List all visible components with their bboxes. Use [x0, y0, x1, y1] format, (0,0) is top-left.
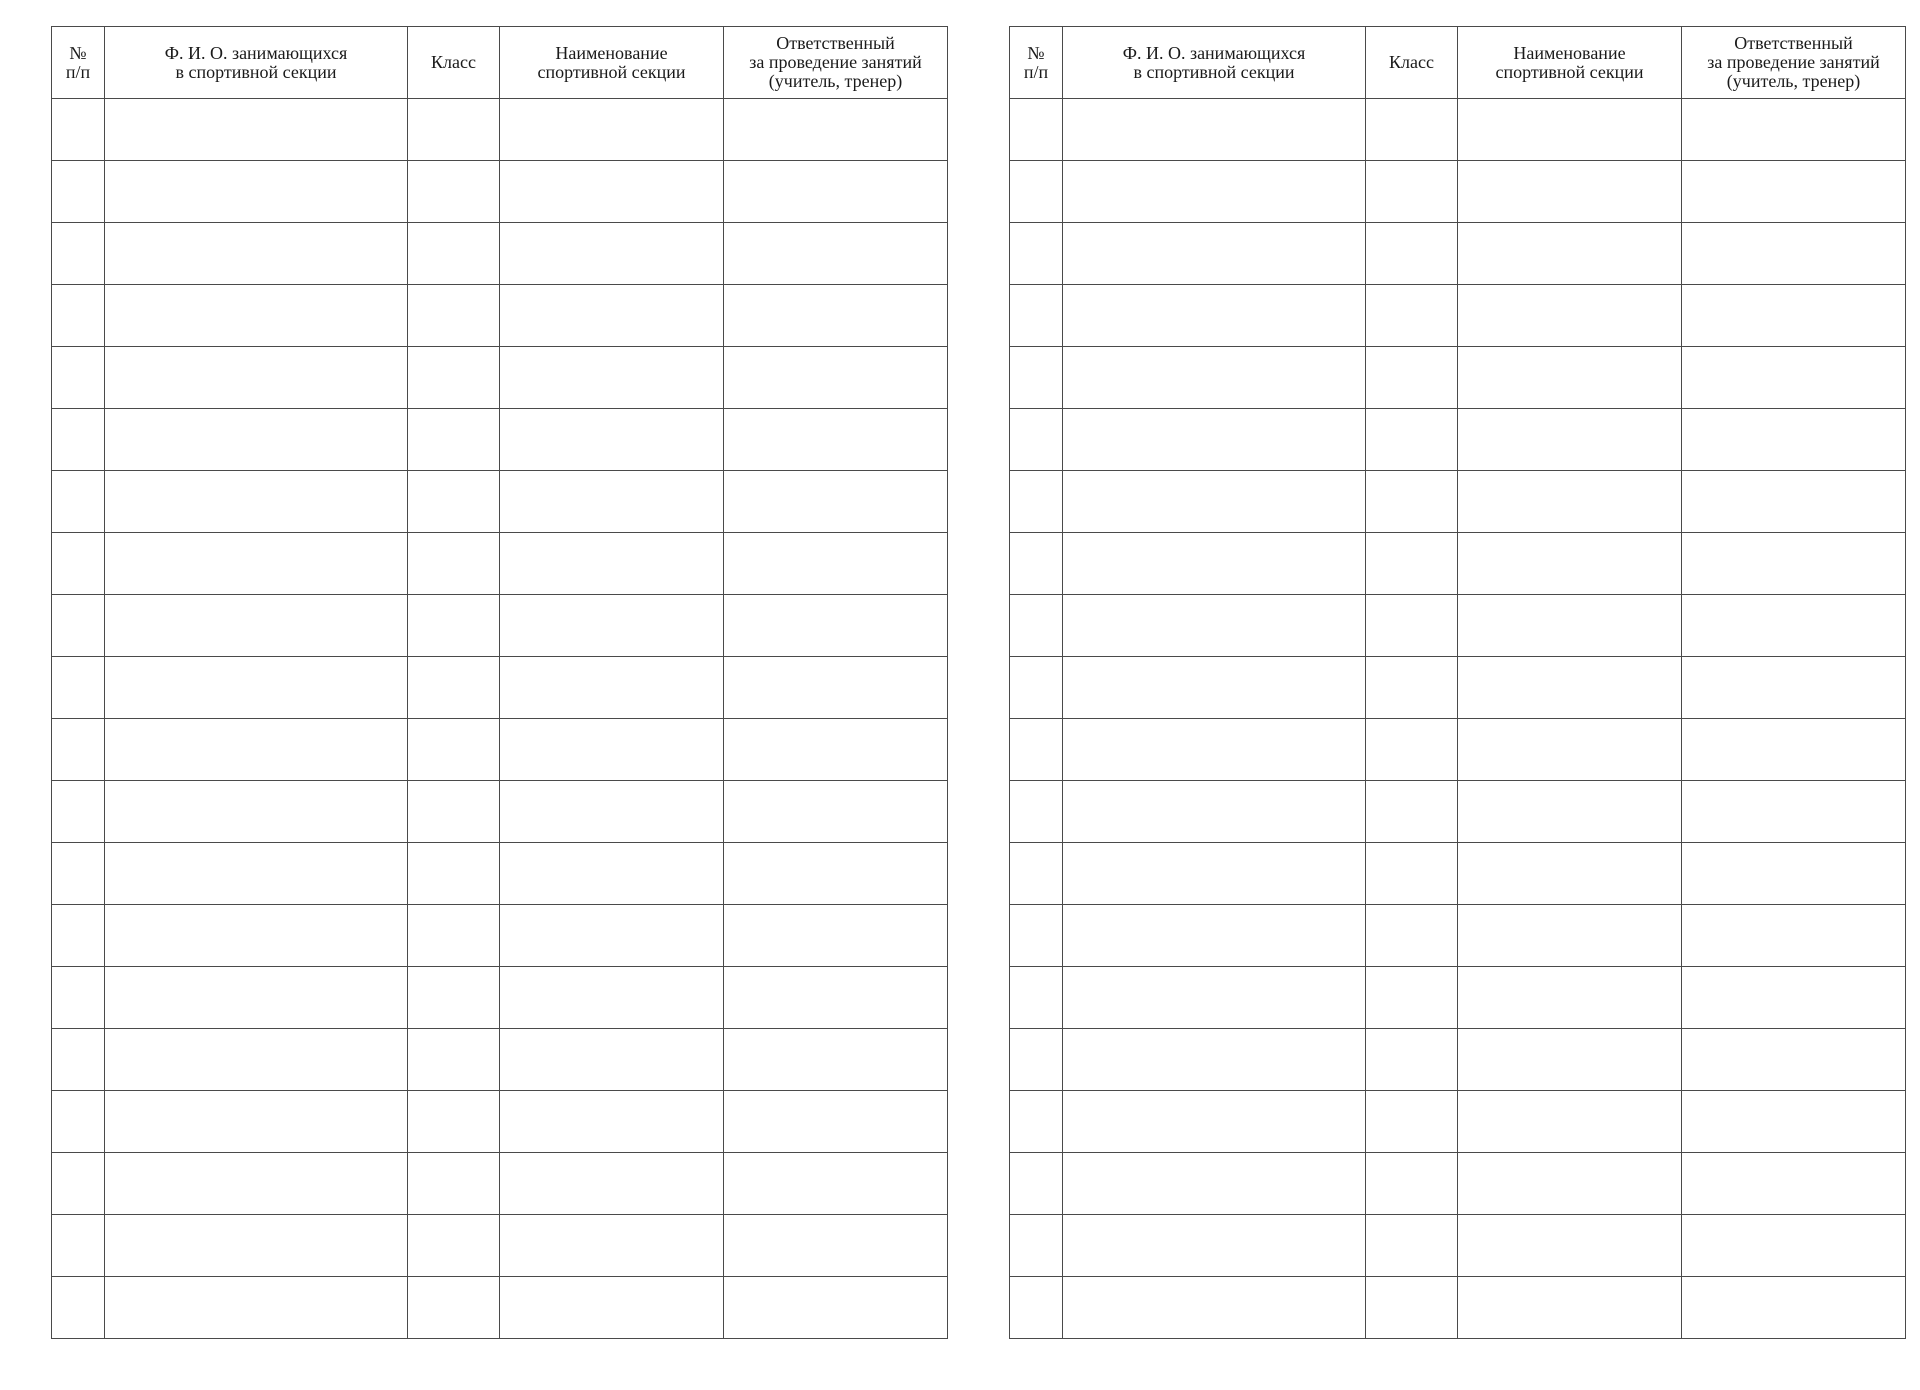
responsible-cell[interactable]: [724, 161, 948, 223]
class-cell[interactable]: [1366, 223, 1458, 285]
full-name-cell[interactable]: [1063, 161, 1366, 223]
number-cell[interactable]: [1010, 719, 1063, 781]
header-class: Класс: [408, 27, 500, 99]
section-name-cell[interactable]: [1458, 1091, 1682, 1153]
class-cell[interactable]: [1366, 409, 1458, 471]
table-row: [52, 471, 948, 533]
section-name-cell[interactable]: [1458, 471, 1682, 533]
full-name-cell[interactable]: [1063, 595, 1366, 657]
class-cell[interactable]: [1366, 99, 1458, 161]
number-cell[interactable]: [1010, 905, 1063, 967]
section-name-cell[interactable]: [500, 1153, 724, 1215]
responsible-cell[interactable]: [1682, 1091, 1906, 1153]
number-cell[interactable]: [52, 1215, 105, 1277]
section-name-cell[interactable]: [1458, 843, 1682, 905]
number-cell[interactable]: [1010, 409, 1063, 471]
responsible-cell[interactable]: [1682, 533, 1906, 595]
class-cell[interactable]: [408, 347, 500, 409]
number-cell[interactable]: [52, 285, 105, 347]
responsible-cell[interactable]: [1682, 409, 1906, 471]
header-section-name: Наименование спортивной секции: [1458, 27, 1682, 99]
number-cell[interactable]: [1010, 1215, 1063, 1277]
class-cell[interactable]: [1366, 781, 1458, 843]
class-cell[interactable]: [408, 905, 500, 967]
table-row: [52, 1277, 948, 1339]
section-name-cell[interactable]: [500, 905, 724, 967]
responsible-cell[interactable]: [1682, 1029, 1906, 1091]
full-name-cell[interactable]: [105, 347, 408, 409]
table-row: [1010, 533, 1906, 595]
section-name-cell[interactable]: [500, 719, 724, 781]
responsible-cell[interactable]: [724, 223, 948, 285]
number-cell[interactable]: [1010, 533, 1063, 595]
class-cell[interactable]: [1366, 967, 1458, 1029]
number-cell[interactable]: [52, 1153, 105, 1215]
full-name-cell[interactable]: [105, 595, 408, 657]
responsible-cell[interactable]: [1682, 471, 1906, 533]
responsible-cell[interactable]: [1682, 657, 1906, 719]
full-name-cell[interactable]: [105, 781, 408, 843]
full-name-cell[interactable]: [105, 1029, 408, 1091]
class-cell[interactable]: [408, 843, 500, 905]
table-row: [52, 905, 948, 967]
section-name-cell[interactable]: [500, 657, 724, 719]
responsible-cell[interactable]: [1682, 843, 1906, 905]
number-cell[interactable]: [1010, 843, 1063, 905]
class-cell[interactable]: [1366, 285, 1458, 347]
class-cell[interactable]: [1366, 843, 1458, 905]
full-name-cell[interactable]: [1063, 967, 1366, 1029]
section-name-cell[interactable]: [1458, 1153, 1682, 1215]
number-cell[interactable]: [52, 595, 105, 657]
class-cell[interactable]: [408, 1029, 500, 1091]
section-name-cell[interactable]: [1458, 905, 1682, 967]
responsible-cell[interactable]: [724, 1215, 948, 1277]
responsible-cell[interactable]: [724, 719, 948, 781]
number-cell[interactable]: [1010, 223, 1063, 285]
class-cell[interactable]: [408, 781, 500, 843]
full-name-cell[interactable]: [1063, 905, 1366, 967]
header-responsible: Ответственный за проведение занятий (учитель, тренер): [724, 27, 948, 99]
responsible-cell[interactable]: [724, 1029, 948, 1091]
full-name-cell[interactable]: [105, 223, 408, 285]
responsible-cell[interactable]: [724, 1277, 948, 1339]
table-row: [1010, 905, 1906, 967]
table-row: [1010, 1153, 1906, 1215]
class-cell[interactable]: [408, 223, 500, 285]
header-responsible: Ответственный за проведение занятий (учитель, тренер): [1682, 27, 1906, 99]
section-name-cell[interactable]: [500, 223, 724, 285]
section-name-cell[interactable]: [1458, 347, 1682, 409]
number-cell[interactable]: [52, 781, 105, 843]
class-cell[interactable]: [408, 657, 500, 719]
section-name-cell[interactable]: [1458, 657, 1682, 719]
section-name-cell[interactable]: [500, 161, 724, 223]
table-row: [52, 161, 948, 223]
class-cell[interactable]: [1366, 1153, 1458, 1215]
section-name-cell[interactable]: [1458, 1277, 1682, 1339]
number-cell[interactable]: [1010, 967, 1063, 1029]
number-cell[interactable]: [52, 719, 105, 781]
responsible-cell[interactable]: [1682, 347, 1906, 409]
table-row: [1010, 657, 1906, 719]
full-name-cell[interactable]: [105, 1215, 408, 1277]
full-name-cell[interactable]: [105, 1277, 408, 1339]
number-cell[interactable]: [52, 1091, 105, 1153]
table-row: [1010, 99, 1906, 161]
responsible-cell[interactable]: [1682, 99, 1906, 161]
table-row: [1010, 1277, 1906, 1339]
table-row: [52, 409, 948, 471]
class-cell[interactable]: [408, 967, 500, 1029]
full-name-cell[interactable]: [105, 99, 408, 161]
number-cell[interactable]: [52, 99, 105, 161]
section-name-cell[interactable]: [500, 781, 724, 843]
full-name-cell[interactable]: [1063, 533, 1366, 595]
table-row: [1010, 1029, 1906, 1091]
number-cell[interactable]: [1010, 1091, 1063, 1153]
responsible-cell[interactable]: [724, 533, 948, 595]
section-name-cell[interactable]: [1458, 967, 1682, 1029]
header-row: [52, 27, 948, 99]
section-name-cell[interactable]: [1458, 719, 1682, 781]
class-cell[interactable]: [408, 1153, 500, 1215]
class-cell[interactable]: [1366, 905, 1458, 967]
section-name-cell[interactable]: [500, 843, 724, 905]
responsible-cell[interactable]: [1682, 595, 1906, 657]
class-cell[interactable]: [1366, 471, 1458, 533]
responsible-cell[interactable]: [724, 1091, 948, 1153]
table-row: [1010, 161, 1906, 223]
full-name-cell[interactable]: [105, 1091, 408, 1153]
table-row: [52, 1153, 948, 1215]
section-name-cell[interactable]: [500, 471, 724, 533]
table-row: [52, 967, 948, 1029]
number-cell[interactable]: [52, 347, 105, 409]
class-cell[interactable]: [408, 1215, 500, 1277]
class-cell[interactable]: [408, 533, 500, 595]
table-row: [1010, 719, 1906, 781]
number-cell[interactable]: [52, 1277, 105, 1339]
full-name-cell[interactable]: [105, 471, 408, 533]
class-cell[interactable]: [408, 409, 500, 471]
class-cell[interactable]: [1366, 595, 1458, 657]
table-row: [1010, 471, 1906, 533]
sports-section-table-right: [1009, 26, 1906, 1339]
section-name-cell[interactable]: [1458, 223, 1682, 285]
responsible-cell[interactable]: [724, 409, 948, 471]
responsible-cell[interactable]: [724, 967, 948, 1029]
responsible-cell[interactable]: [1682, 1153, 1906, 1215]
class-cell[interactable]: [1366, 1029, 1458, 1091]
responsible-cell[interactable]: [724, 781, 948, 843]
responsible-cell[interactable]: [1682, 781, 1906, 843]
responsible-cell[interactable]: [724, 347, 948, 409]
number-cell[interactable]: [52, 967, 105, 1029]
table-row: [1010, 1215, 1906, 1277]
table-row: [1010, 223, 1906, 285]
responsible-cell[interactable]: [1682, 967, 1906, 1029]
number-cell[interactable]: [52, 533, 105, 595]
number-cell[interactable]: [52, 905, 105, 967]
table-row: [52, 347, 948, 409]
class-cell[interactable]: [1366, 719, 1458, 781]
section-name-cell[interactable]: [500, 595, 724, 657]
responsible-cell[interactable]: [1682, 719, 1906, 781]
number-cell[interactable]: [52, 657, 105, 719]
class-cell[interactable]: [408, 161, 500, 223]
full-name-cell[interactable]: [105, 533, 408, 595]
responsible-cell[interactable]: [724, 595, 948, 657]
number-cell[interactable]: [52, 843, 105, 905]
section-name-cell[interactable]: [500, 285, 724, 347]
section-name-cell[interactable]: [500, 1091, 724, 1153]
number-cell[interactable]: [52, 1029, 105, 1091]
class-cell[interactable]: [1366, 347, 1458, 409]
section-name-cell[interactable]: [500, 99, 724, 161]
section-name-cell[interactable]: [1458, 99, 1682, 161]
number-cell[interactable]: [1010, 1153, 1063, 1215]
full-name-cell[interactable]: [1063, 471, 1366, 533]
table-row: [52, 781, 948, 843]
section-name-cell[interactable]: [1458, 161, 1682, 223]
section-name-cell[interactable]: [1458, 595, 1682, 657]
number-cell[interactable]: [52, 223, 105, 285]
table-row: [52, 1029, 948, 1091]
full-name-cell[interactable]: [1063, 347, 1366, 409]
table-row: [1010, 967, 1906, 1029]
table-row: [1010, 285, 1906, 347]
section-name-cell[interactable]: [500, 1215, 724, 1277]
full-name-cell[interactable]: [1063, 223, 1366, 285]
responsible-cell[interactable]: [724, 1153, 948, 1215]
responsible-cell[interactable]: [1682, 223, 1906, 285]
class-cell[interactable]: [408, 99, 500, 161]
section-name-cell[interactable]: [500, 409, 724, 471]
section-name-cell[interactable]: [500, 347, 724, 409]
section-name-cell[interactable]: [1458, 781, 1682, 843]
table-row: [52, 533, 948, 595]
class-cell[interactable]: [408, 471, 500, 533]
section-name-cell[interactable]: [1458, 285, 1682, 347]
number-cell[interactable]: [52, 471, 105, 533]
table-row: [1010, 409, 1906, 471]
table-row: [52, 1091, 948, 1153]
header-full-name: Ф. И. О. занимающихся в спортивной секции: [105, 27, 408, 99]
number-cell[interactable]: [1010, 285, 1063, 347]
full-name-cell[interactable]: [105, 843, 408, 905]
class-cell[interactable]: [408, 1091, 500, 1153]
section-name-cell[interactable]: [500, 1277, 724, 1339]
class-cell[interactable]: [1366, 657, 1458, 719]
responsible-cell[interactable]: [1682, 1277, 1906, 1339]
table-row: [52, 1215, 948, 1277]
class-cell[interactable]: [1366, 161, 1458, 223]
responsible-cell[interactable]: [724, 905, 948, 967]
responsible-cell[interactable]: [724, 843, 948, 905]
number-cell[interactable]: [1010, 1277, 1063, 1339]
responsible-cell[interactable]: [724, 285, 948, 347]
responsible-cell[interactable]: [1682, 905, 1906, 967]
table-row: [1010, 595, 1906, 657]
section-name-cell[interactable]: [500, 1029, 724, 1091]
header-section-name: Наименование спортивной секции: [500, 27, 724, 99]
header-row: [1010, 27, 1906, 99]
number-cell[interactable]: [1010, 595, 1063, 657]
full-name-cell[interactable]: [1063, 409, 1366, 471]
class-cell[interactable]: [408, 719, 500, 781]
full-name-cell[interactable]: [1063, 657, 1366, 719]
responsible-cell[interactable]: [724, 657, 948, 719]
full-name-cell[interactable]: [1063, 781, 1366, 843]
table-row: [1010, 1091, 1906, 1153]
table-row: [52, 657, 948, 719]
section-name-cell[interactable]: [1458, 533, 1682, 595]
full-name-cell[interactable]: [1063, 719, 1366, 781]
full-name-cell[interactable]: [105, 967, 408, 1029]
header-class: Класс: [1366, 27, 1458, 99]
responsible-cell[interactable]: [1682, 161, 1906, 223]
class-cell[interactable]: [408, 285, 500, 347]
class-cell[interactable]: [1366, 1215, 1458, 1277]
responsible-cell[interactable]: [724, 471, 948, 533]
number-cell[interactable]: [52, 409, 105, 471]
section-name-cell[interactable]: [1458, 1029, 1682, 1091]
full-name-cell[interactable]: [105, 719, 408, 781]
table-row: [1010, 347, 1906, 409]
table-row: [1010, 781, 1906, 843]
full-name-cell[interactable]: [1063, 1153, 1366, 1215]
full-name-cell[interactable]: [105, 1153, 408, 1215]
full-name-cell[interactable]: [1063, 1091, 1366, 1153]
sports-section-table-left: [51, 26, 948, 1339]
table-row: [1010, 843, 1906, 905]
number-cell[interactable]: [1010, 1029, 1063, 1091]
table-row: [52, 285, 948, 347]
section-name-cell[interactable]: [1458, 1215, 1682, 1277]
table-row: [52, 843, 948, 905]
responsible-cell[interactable]: [724, 99, 948, 161]
number-cell[interactable]: [1010, 781, 1063, 843]
full-name-cell[interactable]: [1063, 1215, 1366, 1277]
full-name-cell[interactable]: [105, 161, 408, 223]
number-cell[interactable]: [1010, 657, 1063, 719]
full-name-cell[interactable]: [105, 285, 408, 347]
section-name-cell[interactable]: [500, 533, 724, 595]
responsible-cell[interactable]: [1682, 1215, 1906, 1277]
section-name-cell[interactable]: [1458, 409, 1682, 471]
number-cell[interactable]: [52, 161, 105, 223]
full-name-cell[interactable]: [1063, 843, 1366, 905]
class-cell[interactable]: [1366, 533, 1458, 595]
header-number: № п/п: [52, 27, 105, 99]
header-number: № п/п: [1010, 27, 1063, 99]
class-cell[interactable]: [1366, 1091, 1458, 1153]
number-cell[interactable]: [1010, 99, 1063, 161]
header-full-name: Ф. И. О. занимающихся в спортивной секции: [1063, 27, 1366, 99]
full-name-cell[interactable]: [1063, 1029, 1366, 1091]
class-cell[interactable]: [1366, 1277, 1458, 1339]
full-name-cell[interactable]: [1063, 99, 1366, 161]
full-name-cell[interactable]: [1063, 1277, 1366, 1339]
class-cell[interactable]: [408, 1277, 500, 1339]
full-name-cell[interactable]: [105, 409, 408, 471]
number-cell[interactable]: [1010, 471, 1063, 533]
full-name-cell[interactable]: [1063, 285, 1366, 347]
number-cell[interactable]: [1010, 161, 1063, 223]
table-row: [52, 99, 948, 161]
table-row: [52, 223, 948, 285]
number-cell[interactable]: [1010, 347, 1063, 409]
full-name-cell[interactable]: [105, 657, 408, 719]
responsible-cell[interactable]: [1682, 285, 1906, 347]
table-row: [52, 719, 948, 781]
full-name-cell[interactable]: [105, 905, 408, 967]
table-row: [52, 595, 948, 657]
section-name-cell[interactable]: [500, 967, 724, 1029]
class-cell[interactable]: [408, 595, 500, 657]
